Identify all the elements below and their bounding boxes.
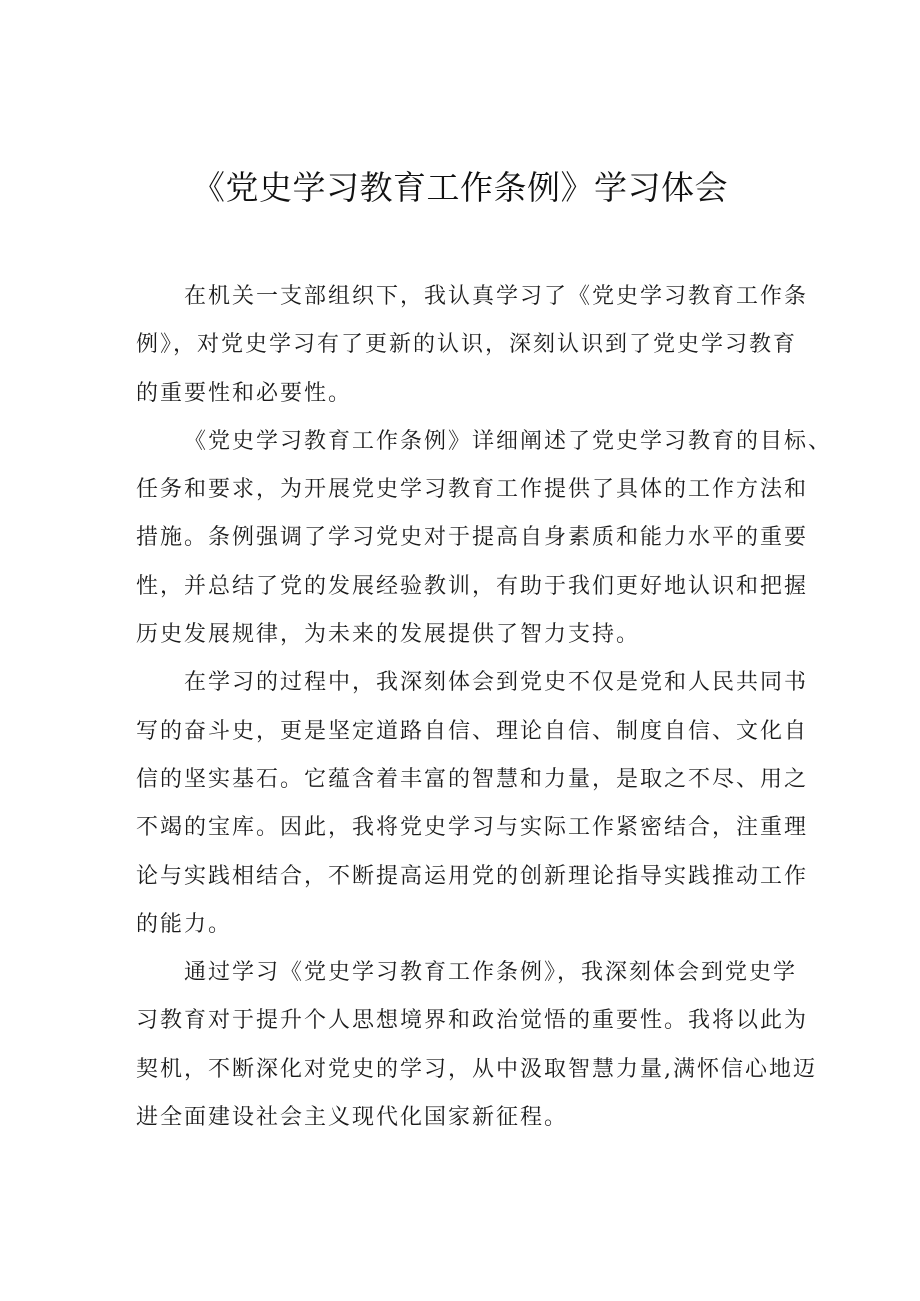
text-line: 习教育对于提升个人思想境界和政治觉悟的重要性。我将以此为 (136, 1008, 809, 1034)
text-line: 信的坚实基石。它蕴含着丰富的智慧和力量，是取之不尽、用之 (136, 766, 809, 792)
text-line: 性，并总结了党的发展经验教训，有助于我们更好地认识和把握 (136, 573, 809, 599)
text-line: 措施。条例强调了学习党史对于提高自身素质和能力水平的重要 (136, 525, 809, 551)
text-line: 写的奋斗史，更是坚定道路自信、理论自信、制度自信、文化自 (136, 718, 809, 744)
text-line: 《党史学习教育工作条例》详细阐述了党史学习教育的目标、 (184, 428, 833, 454)
text-line: 任务和要求，为开展党史学习教育工作提供了具体的工作方法和 (136, 477, 809, 503)
paragraph-1 (136, 273, 809, 418)
text-line: 进全面建设社会主义现代化国家新征程。 (136, 1105, 569, 1131)
document-body (136, 273, 833, 1142)
text-line: 契机，不断深化对党史的学习，从中汲取智慧力量,满怀信心地迈 (136, 1056, 817, 1082)
text-line: 的重要性和必要性。 (136, 380, 353, 406)
paragraph-2 (136, 418, 833, 659)
text-line: 在学习的过程中，我深刻体会到党史不仅是党和人民共同书 (184, 670, 809, 696)
document-title: 《党史学习教育工作条例》学习体会 (192, 168, 728, 207)
text-line: 例》，对党史学习有了更新的认识，深刻认识到了党史学习教育 (136, 332, 798, 358)
text-line: 历史发展规律，为未来的发展提供了智力支持。 (136, 622, 641, 648)
text-line: 的能力。 (136, 911, 233, 937)
text-line: 通过学习《党史学习教育工作条例》，我深刻体会到党史学 (184, 960, 798, 986)
paragraph-4 (136, 949, 817, 1142)
text-line: 论与实践相结合，不断提高运用党的创新理论指导实践推动工作 (136, 863, 809, 889)
text-line: 在机关一支部组织下，我认真学习了《党史学习教育工作条 (184, 284, 809, 309)
paragraph-3 (136, 659, 809, 949)
text-line: 不竭的宝库。因此，我将党史学习与实际工作紧密结合，注重理 (136, 815, 809, 841)
